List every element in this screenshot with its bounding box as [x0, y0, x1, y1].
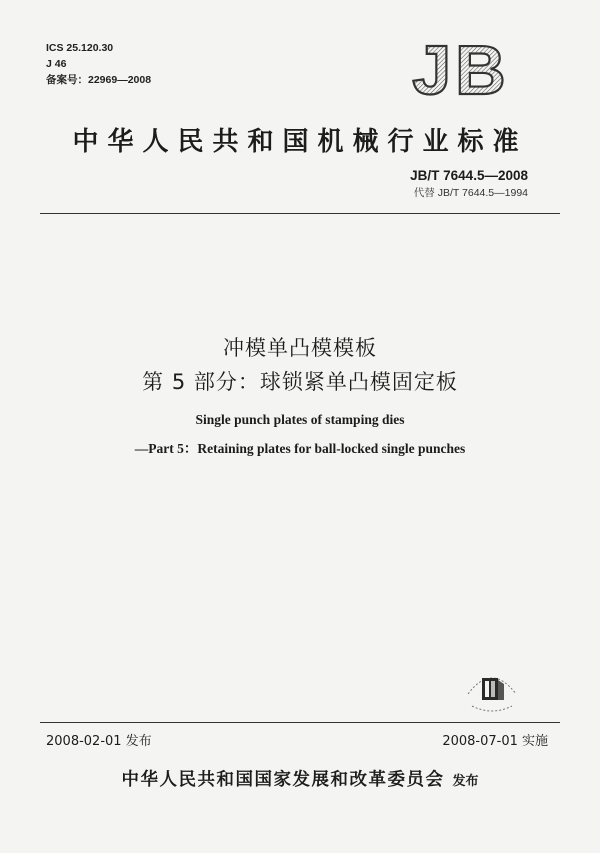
- issue-date: 2008-02-01 发布: [46, 734, 152, 749]
- standard-number-block: [410, 167, 528, 201]
- jb-logo-text: JB: [412, 38, 510, 100]
- implementation-date: 2008-07-01 实施: [442, 734, 548, 749]
- title-english-line1: Single punch plates of stamping dies: [195, 412, 405, 427]
- bottom-divider: [40, 722, 560, 723]
- issuing-standard-title: 中华人民共和国机械行业标准: [72, 127, 528, 157]
- record-number: 备案号：22969—2008: [46, 74, 152, 86]
- jb-logo: [388, 38, 534, 100]
- publisher-seal-icon: [462, 666, 522, 714]
- replaces-standard: 代替 JB/T 7644.5—1994: [413, 187, 528, 199]
- standard-number: JB/T 7644.5—2008: [410, 168, 528, 183]
- title-english-line2: —Part 5：Retaining plates for ball-locked single punches: [134, 441, 466, 456]
- publisher-action: 发布: [452, 774, 479, 789]
- title-chinese-line1: 冲模单凸模模板: [223, 336, 377, 360]
- publisher-name: 中华人民共和国国家发展和改革委员会: [121, 770, 445, 790]
- ics-code: ICS 25.120.30: [46, 42, 114, 54]
- classification-block: [46, 40, 151, 88]
- title-chinese-line2: 第 5 部分：球锁紧单凸模固定板: [142, 370, 458, 394]
- category-code: J 46: [46, 58, 67, 70]
- top-divider: [40, 213, 560, 214]
- publisher-line: [0, 766, 600, 791]
